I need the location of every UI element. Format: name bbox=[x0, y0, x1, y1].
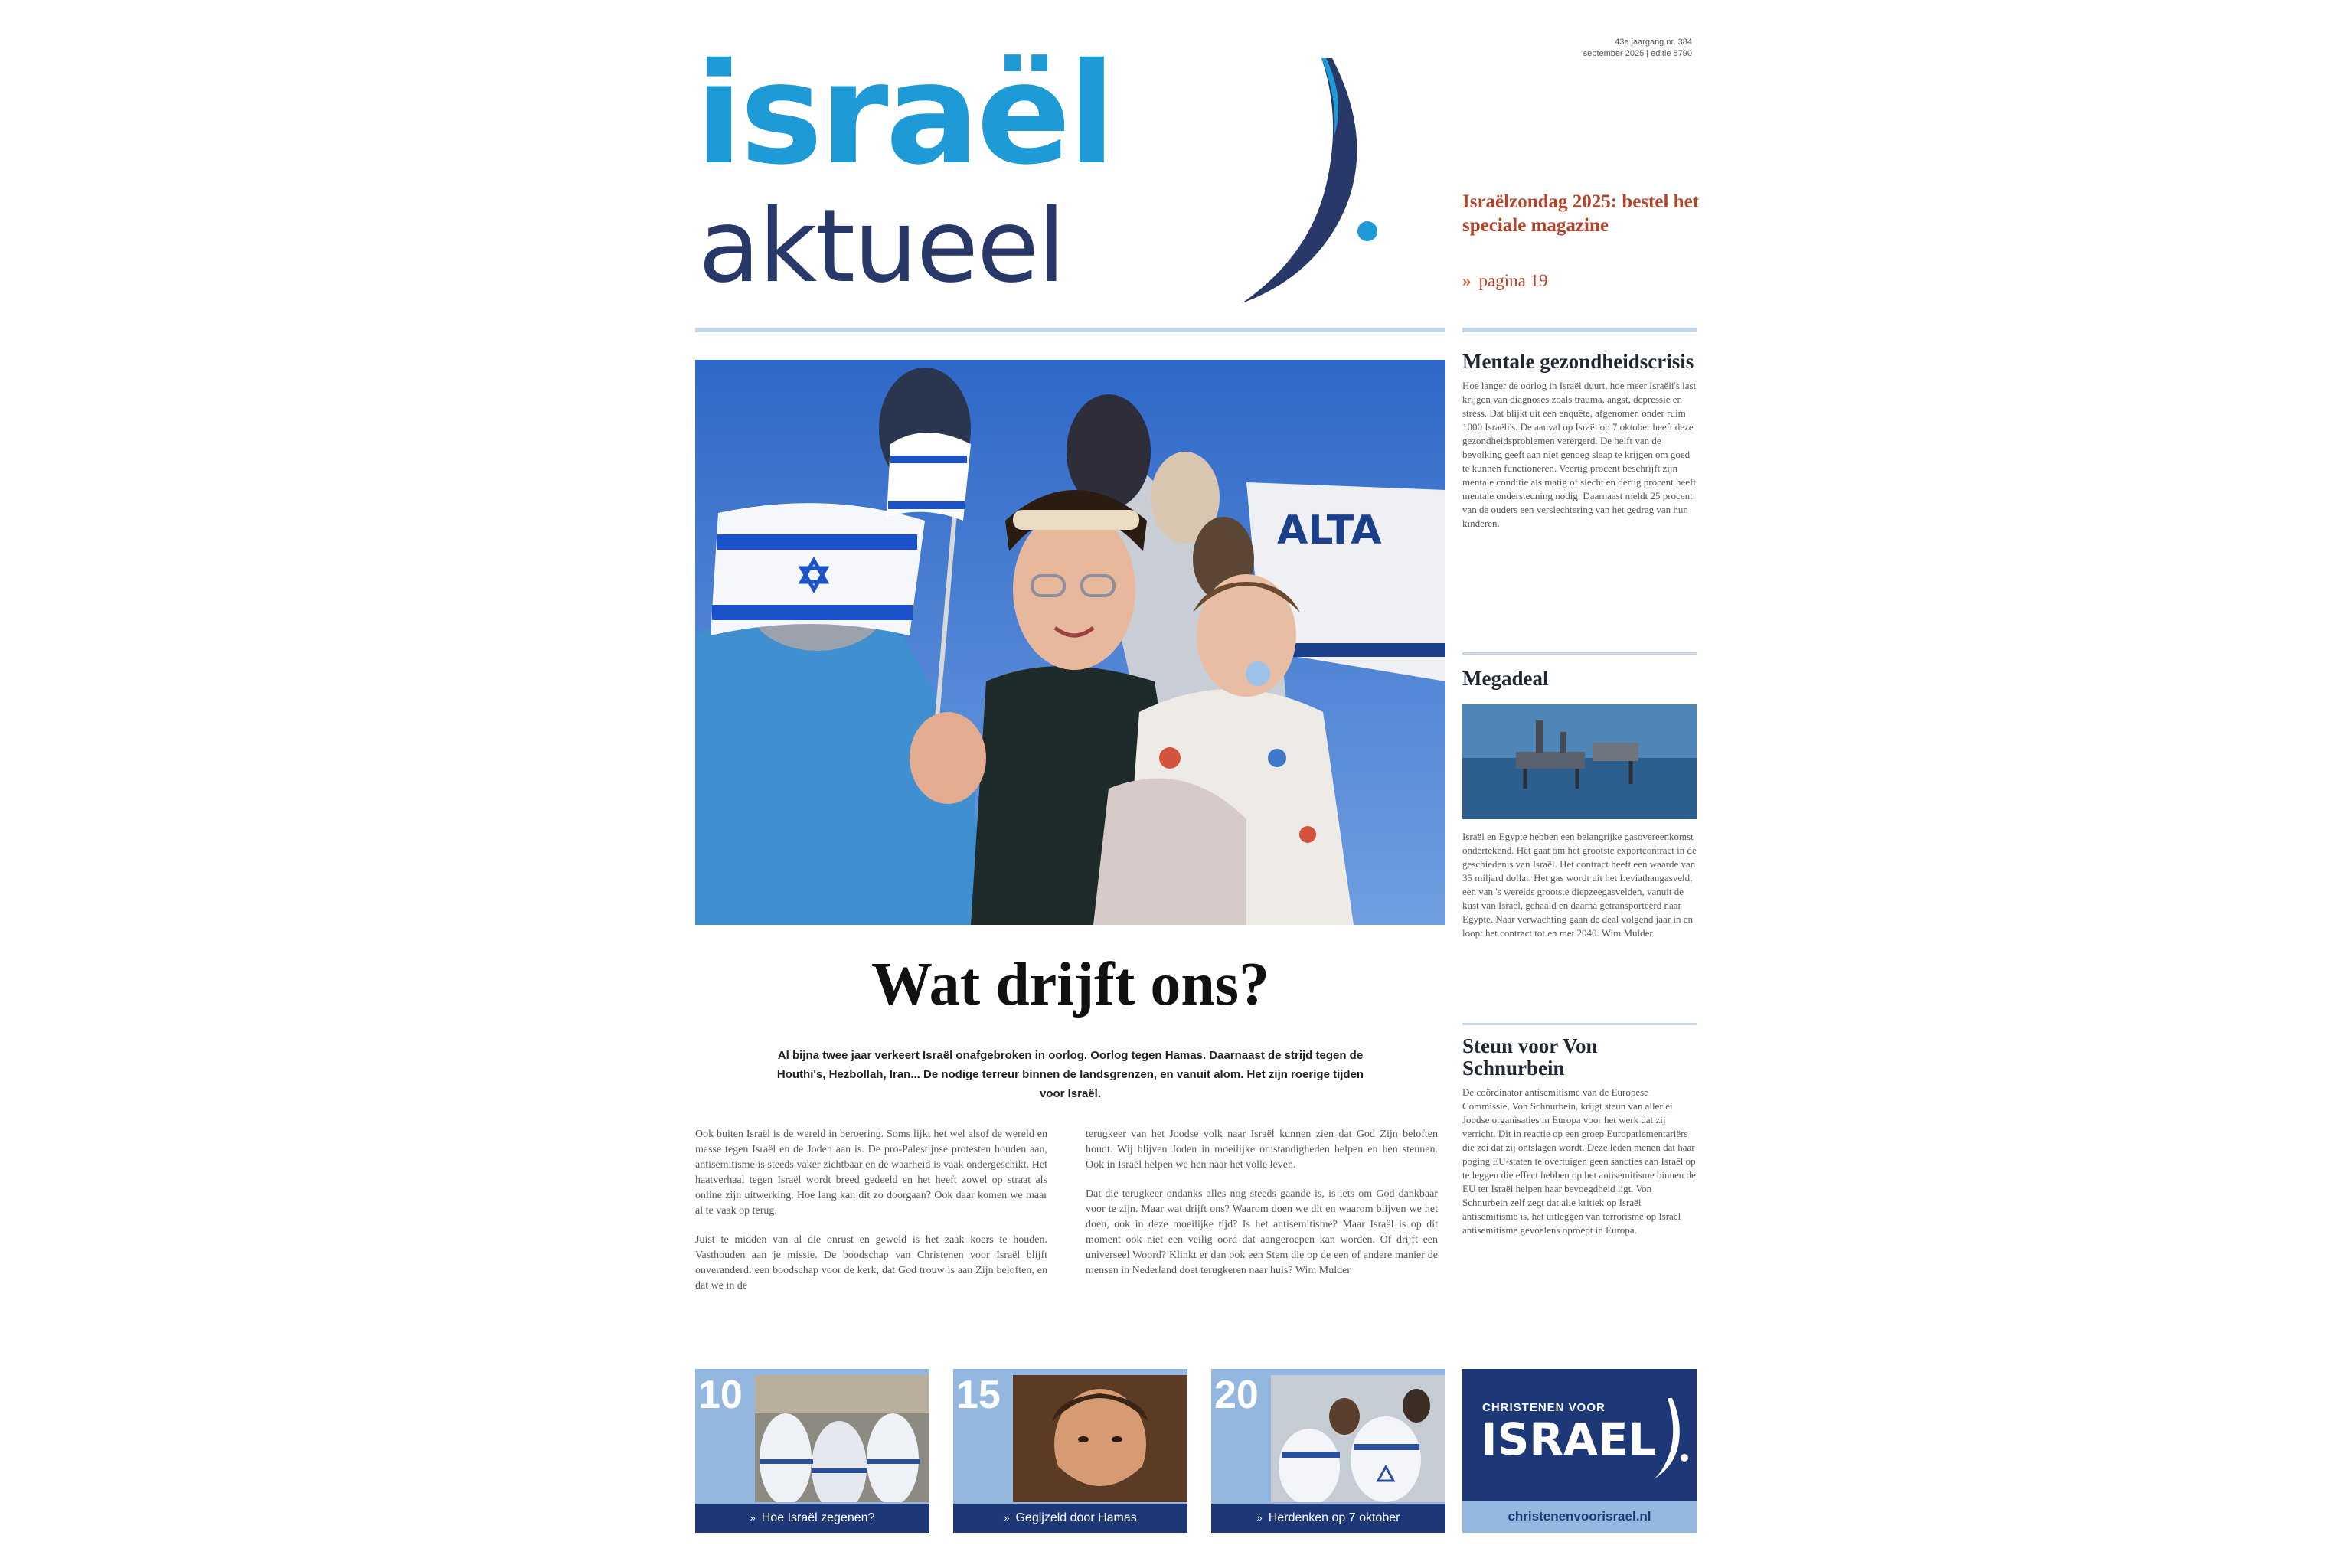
promo-page-label: pagina 19 bbox=[1478, 271, 1548, 290]
cvi-logo-block[interactable] bbox=[1462, 1369, 1697, 1533]
teaser-tile-1[interactable] bbox=[695, 1369, 929, 1533]
article-paragraph: Ook buiten Israël is de wereld in beroering. Soms lijkt het wel alsof de wereld en masse tegen Israël en de Joden aan is. De pro-Palestijnse protesten houden aan, antisemitisme is steeds vaker zichtbaar en de waarheid is vaak ondergeschikt. Het haatverhaal tegen Israël wordt breed gedeeld en het heeft zowel op straat als online zijn uitwerking. Hoe lang kan dit zo doorgaan? Ook daar komen we maar al te vaak op terug. bbox=[695, 1129, 1047, 1217]
issue-volume: 43e jaargang nr. 384 bbox=[1615, 38, 1692, 47]
svg-text:ALTA: ALTA bbox=[1277, 508, 1382, 554]
teaser-page-number: 10 bbox=[698, 1373, 743, 1417]
teaser-label-bar[interactable] bbox=[1211, 1504, 1446, 1533]
article-column-2 bbox=[1086, 1127, 1438, 1292]
sidebar-text: Hoe langer de oorlog in Israël duurt, hoe meer Israëli's last krijgen van diagnoses zoals trauma, angst, depressie en stress. Dat blijkt uit een enquête, afgenomen onder ruim 1000 Israëli's. De aanval op Israël op 7 oktober heeft deze gezondheidsproblemen verergerd. De helft van de bevolking geeft aan niet genoeg slaap te krijgen om goed te kunnen functioneren. Veertig procent beschrijft zijn mentale conditie als matig of slecht en dertig procent heeft mentale ondersteuning nodig. Daarnaast meldt 25 procent van de ouders een verslechtering van het gedrag van hun kinderen. bbox=[1462, 380, 1697, 529]
masthead-slash-logo bbox=[1231, 54, 1384, 314]
issue-info bbox=[1539, 37, 1692, 60]
teaser-label: Hoe Israël zegenen? bbox=[761, 1511, 875, 1524]
teaser-photo bbox=[1013, 1375, 1187, 1502]
sidebar-divider bbox=[1462, 652, 1697, 655]
teaser-page-number: 15 bbox=[956, 1373, 1001, 1417]
teaser-tile-3[interactable] bbox=[1211, 1369, 1446, 1533]
sidebar-heading: Steun voor Von Schnurbein bbox=[1462, 1034, 1598, 1080]
cover-photo bbox=[695, 360, 1446, 925]
teaser-label-bar[interactable] bbox=[695, 1504, 929, 1533]
sidebar-article-megadeal-body bbox=[1462, 830, 1697, 940]
cvi-website-link[interactable]: christenenvoorisrael.nl bbox=[1462, 1501, 1697, 1533]
cvi-slash-icon bbox=[1654, 1396, 1689, 1481]
masthead-title-line2: aktueel bbox=[698, 188, 1064, 305]
prayer-crowd-illustration bbox=[755, 1375, 929, 1502]
promo-title[interactable]: Israëlzondag 2025: bestel het speciale magazine bbox=[1462, 191, 1699, 236]
teaser-arrow-icon: » bbox=[1256, 1512, 1263, 1524]
cover-photo-illustration bbox=[695, 360, 1446, 925]
teaser-arrow-icon: » bbox=[1004, 1512, 1010, 1524]
sidebar-divider bbox=[1462, 1023, 1697, 1025]
article-column-1 bbox=[695, 1127, 1047, 1308]
teaser-label: Gegijzeld door Hamas bbox=[1015, 1511, 1137, 1524]
sidebar-article-mental bbox=[1462, 351, 1697, 531]
masthead-divider bbox=[695, 328, 1446, 332]
sidebar-heading: Megadeal bbox=[1462, 667, 1549, 690]
sidebar-heading: Mentale gezondheidscrisis bbox=[1462, 350, 1694, 373]
teaser-arrow-icon: » bbox=[750, 1512, 756, 1524]
cover-lead: Al bijna twee jaar verkeert Israël onafgebroken in oorlog. Oorlog tegen Hamas. Daarnaast de strijd tegen de Houthi's, Hezbollah, Iran... De nodige terreur binnen de landsgrenzen, en vanuit alom. Het zijn roerige tijden voor Israël. bbox=[776, 1049, 1364, 1100]
cover-headline: Wat drijft ons? bbox=[871, 951, 1269, 1018]
cvi-logo-main-text: ISRAEL bbox=[1481, 1413, 1657, 1465]
issue-date: september 2025 | editie 5790 bbox=[1583, 49, 1692, 58]
teaser-photo bbox=[1271, 1375, 1446, 1502]
teaser-tile-2[interactable] bbox=[953, 1369, 1187, 1533]
teaser-photo bbox=[755, 1375, 929, 1502]
gas-platform-illustration bbox=[1462, 704, 1697, 819]
teaser-page-number: 20 bbox=[1214, 1373, 1259, 1417]
sidebar-article-megadeal bbox=[1462, 668, 1697, 690]
sidebar-text: Israël en Egypte hebben een belangrijke gasovereenkomst ondertekend. Het gaat om het grootste exportcontract in de geschiedenis van Israël. Het contract heeft een waarde van 35 miljard dollar. Het gas wordt uit het Leviathangasveld, een van 's werelds grootste diepzeegasvelden, vanuit de kust van Israël, gehaald en daarna getransporteerd naar Egypte. Naar verwachting gaan de deal volgend jaar in en loopt het contract tot en met 2040. Wim Mulder bbox=[1462, 831, 1697, 939]
newspaper-page bbox=[695, 0, 1706, 1568]
promo-arrow-icon: » bbox=[1462, 271, 1472, 290]
promo-page-link[interactable] bbox=[1462, 271, 1548, 291]
teaser-label: Herdenken op 7 oktober bbox=[1268, 1511, 1400, 1524]
sidebar-divider-top bbox=[1462, 328, 1697, 332]
article-paragraph: Juist te midden van al die onrust en geweld is het zaak koers te houden. Vasthouden aan je missie. De boodschap van Christenen voor Israël blijft onveranderd: een boodschap voor de kerk, dat God trouw is aan Zijn beloften, en dat we in de bbox=[695, 1234, 1047, 1292]
cvi-logo-top-text: CHRISTENEN VOOR bbox=[1482, 1401, 1606, 1414]
article-paragraph: terugkeer van het Joodse volk naar Israël kunnen zien dat God Zijn beloften houdt. Wij blijven Joden in moeilijke omstandigheden helpen en hen steunen. Ook in Israël helpen we hen naar het volle leven. bbox=[1086, 1129, 1438, 1171]
sidebar-text: De coördinator antisemitisme van de Europese Commissie, Von Schnurbein, krijgt steun van allerlei Joodse organisaties in Europa voor het werk dat zij verricht. Dit in reactie op een groep Europarlementariërs die zei dat zij ontslagen wordt. Deze leden menen dat haar poging EU-staten te overtuigen geen sancties aan Israël op te leggen die effect hebben op het antisemitisme binnen de EU ter Israël helpen haar bevoegdheid ligt. Von Schnurbein zelf zegt dat alle kritiek op Israël antisemitisme is, het uitleggen van terrorisme op Israël antisemitisme gevoelens oproept in Europa. bbox=[1462, 1086, 1696, 1236]
portrait-illustration bbox=[1013, 1375, 1187, 1502]
memorial-crowd-illustration bbox=[1271, 1375, 1446, 1502]
sidebar-article-steun bbox=[1462, 1035, 1697, 1237]
masthead-title-line1: israël bbox=[695, 33, 1113, 195]
teaser-label-bar[interactable] bbox=[953, 1504, 1187, 1533]
article-paragraph: Dat die terugkeer ondanks alles nog steeds gaande is, is iets om God dankbaar voor te zijn. Maar wat drijft ons? Waarom doen we dit en waarom blijven we het doen, ook in deze moeilijke tijd? Is het antisemitisme? Maar Israël is op dit moment ook niet een veilig oord dat aangeroepen kan worden. Of drijft een universeel Woord? Klinkt er dan ook een Stem die op de een of andere manier de mensen in Nederland doet terugkeren naar huis? Wim Mulder bbox=[1086, 1188, 1438, 1276]
megadeal-photo bbox=[1462, 704, 1697, 819]
